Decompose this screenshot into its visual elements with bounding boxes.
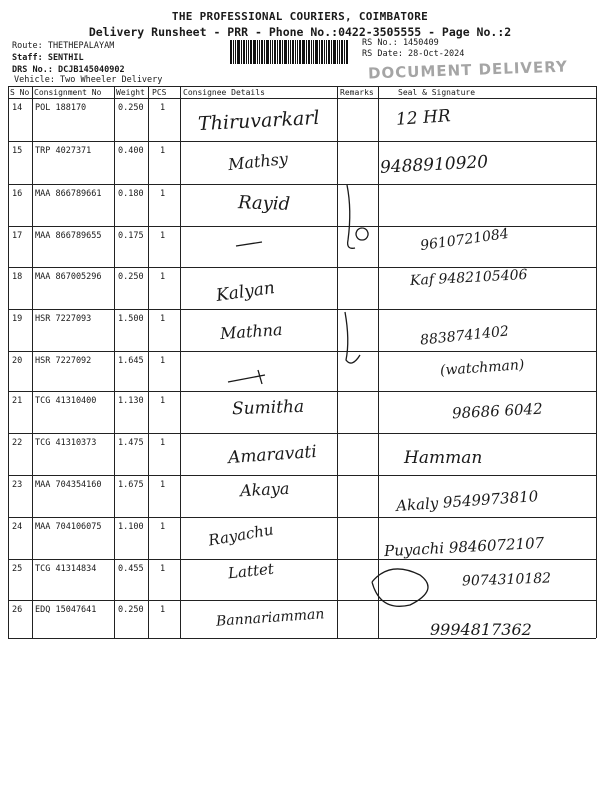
row-weight: 1.500 [118,314,144,324]
row-consignment-no: TCG 41314834 [35,564,97,574]
col-header-pcs: PCS [152,88,167,97]
row-signature-handwriting: 12 HR [395,106,452,130]
row-weight: 0.180 [118,189,144,199]
row-signature-handwriting: Akaly 9549973810 [395,487,539,515]
row-weight: 1.100 [118,522,144,532]
row-sno: 16 [12,189,23,199]
rs-date: RS Date: 28-Oct-2024 [362,49,465,59]
col-header-weight: Weight [116,88,145,97]
row-consignee-handwriting: Lattet [227,559,275,583]
row-weight: 1.130 [118,396,144,406]
row-sno: 25 [12,564,23,574]
row-consignment-no: MAA 704354160 [35,480,102,490]
row-consignee-handwriting: Rayachu [206,520,275,550]
row-pcs: 1 [160,396,166,406]
row-consignee-handwriting: Bannariamman [215,606,325,630]
row-pcs: 1 [160,272,166,282]
row-consignment-no: TCG 41310373 [35,438,97,448]
row-pcs: 1 [160,231,166,241]
rs-number: RS No.: 1450409 [362,38,439,48]
consignee-tick-mark [228,370,265,384]
row-weight: 0.175 [118,231,144,241]
row-weight: 0.455 [118,564,144,574]
col-header-sno: S No [10,88,30,97]
row-consignee-handwriting: Sumitha [231,396,305,420]
row-consignment-no: MAA 866789661 [35,189,102,199]
row-weight: 0.250 [118,272,144,282]
row-consignee-handwriting: Thiruvarkarl [197,106,320,136]
row-signature-handwriting: 8838741402 [419,323,510,349]
row-weight: 0.400 [118,146,144,156]
company-title: THE PROFESSIONAL COURIERS, COIMBATORE [171,10,429,23]
row-consignment-no: POL 188170 [35,103,87,113]
row-consignment-no: HSR 7227092 [35,356,92,366]
remark-circle-mark [356,228,368,240]
row-sno: 23 [12,480,23,490]
row-weight: 0.250 [118,605,144,615]
row-signature-handwriting: 9610721084 [419,225,510,255]
row-consignment-no: TCG 41310400 [35,396,97,406]
row-weight: 1.675 [118,480,144,490]
row-pcs: 1 [160,438,166,448]
col-header-remarks: Remarks [340,88,374,97]
route-label: Route: THETHEPALAYAM [12,41,115,51]
row-pcs: 1 [160,146,166,156]
row-signature-handwriting: 9488910920 [379,152,489,178]
row-signature-handwriting: 9074310182 [461,570,552,590]
vehicle-label: Vehicle: Two Wheeler Delivery [14,75,163,85]
row-consignee-handwriting: Mathsy [227,148,289,175]
consignee-dash-mark [236,242,262,246]
row-sno: 20 [12,356,23,366]
row-consignee-handwriting: Amaravati [227,441,318,469]
row-signature-handwriting: Hamman [404,448,483,468]
row-consignment-no: MAA 867005296 [35,272,102,282]
col-header-consignment: Consignment No [34,88,102,97]
row-sno: 17 [12,231,23,241]
row-signature-handwriting: (watchman) [439,357,525,379]
row-pcs: 1 [160,522,166,532]
row-pcs: 1 [160,564,166,574]
row-pcs: 1 [160,189,166,199]
row-pcs: 1 [160,480,166,490]
drs-number: DRS No.: DCJB145040902 [12,65,125,75]
row-consignment-no: HSR 7227093 [35,314,92,324]
row-sno: 22 [12,438,23,448]
row-pcs: 1 [160,605,166,615]
row-consignee-handwriting: Kalyan [214,277,277,307]
row-signature-handwriting: Puyachi 9846072107 [383,533,545,561]
row-sno: 24 [12,522,23,532]
row-weight: 1.475 [118,438,144,448]
row-consignment-no: MAA 866789655 [35,231,102,241]
runsheet-title: Delivery Runsheet - PRR - Phone No.:0422-3505555 - Page No.:2 [88,25,512,39]
row-signature-handwriting: Kaf 9482105406 [409,266,528,290]
row-consignee-handwriting: Mathna [219,319,284,344]
row-weight: 0.250 [118,103,144,113]
row-consignment-no: EDQ 15047641 [35,605,97,615]
row-sno: 18 [12,272,23,282]
row-pcs: 1 [160,356,166,366]
row-consignment-no: TRP 4027371 [35,146,92,156]
row-consignee-handwriting: Rayid [237,192,291,215]
row-sno: 19 [12,314,23,324]
row-sno: 14 [12,103,23,113]
row-signature-handwriting: 98686 6042 [451,399,544,423]
row-weight: 1.645 [118,356,144,366]
document-delivery-stamp: DOCUMENT DELIVERY [367,57,569,83]
row-consignment-no: MAA 704106075 [35,522,102,532]
staff-label: Staff: SENTHIL [12,53,84,63]
row-signature-handwriting: 9994817362 [430,620,532,639]
stamp-loop-mark [372,569,428,606]
remark-bracket-mark [347,185,355,248]
row-sno: 15 [12,146,23,156]
col-header-signature: Seal & Signature [398,88,476,97]
remark-bracket-mark-2 [345,312,360,363]
row-sno: 21 [12,396,23,406]
row-consignee-handwriting: Akaya [239,478,290,501]
row-pcs: 1 [160,103,166,113]
row-sno: 26 [12,605,23,615]
col-header-consignee: Consignee Details [183,88,265,97]
row-pcs: 1 [160,314,166,324]
